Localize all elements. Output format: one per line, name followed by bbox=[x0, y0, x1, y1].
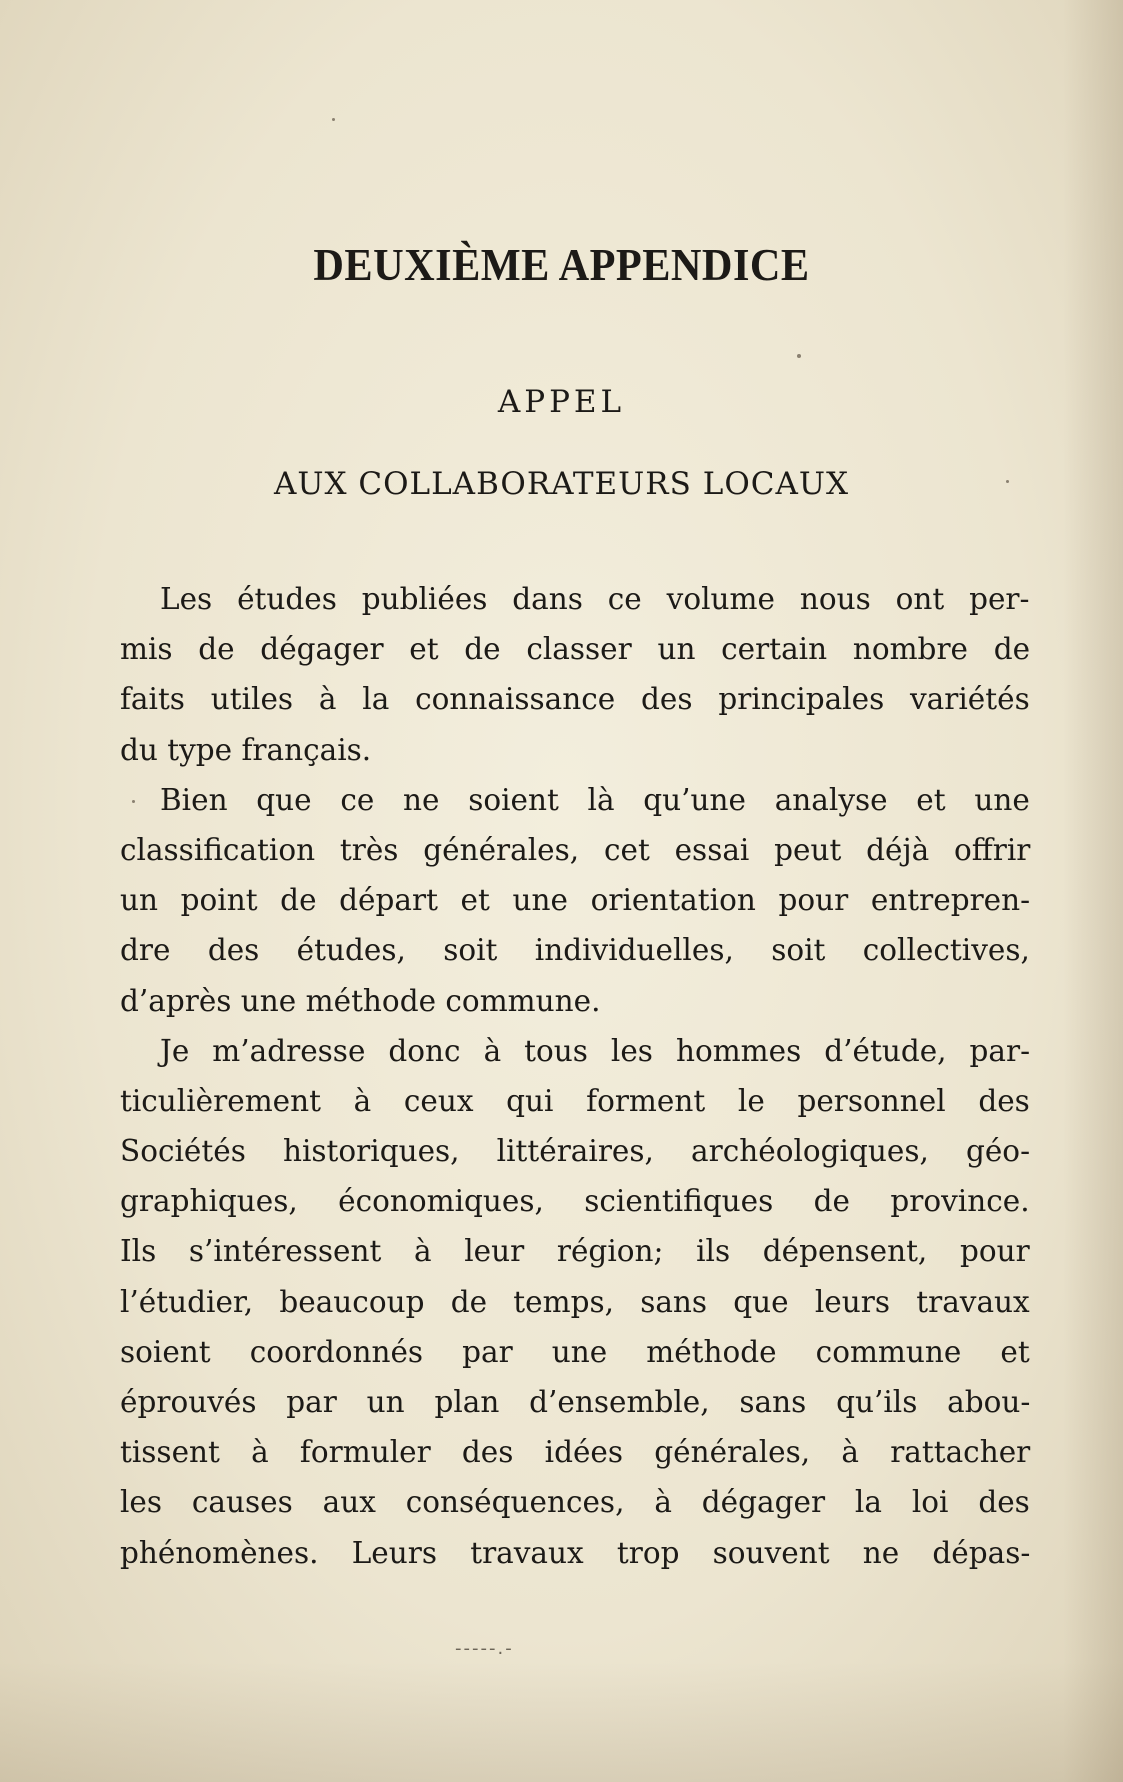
text-line bbox=[120, 976, 1030, 1026]
text-line-content: tissent à formuler des idées générales, à rattacher bbox=[120, 1435, 1031, 1470]
text-line bbox=[120, 1176, 1030, 1226]
text-line-content: dre des études, soit individuelles, soit collectives, bbox=[120, 933, 1030, 968]
text-line-content: classification très générales, cet essai peut déjà offrir bbox=[120, 832, 1031, 867]
text-line-content: d’après une méthode commune. bbox=[120, 983, 601, 1018]
text-line-content: graphiques, économiques, scientifiques de province. bbox=[120, 1184, 1030, 1219]
text-line bbox=[120, 1126, 1030, 1176]
text-line-content: faits utiles à la connaissance des principales variétés bbox=[120, 682, 1030, 717]
body-text bbox=[120, 574, 1030, 1578]
text-line-content: Sociétés historiques, littéraires, archéologiques, géo- bbox=[120, 1134, 1031, 1169]
text-line-content: du type français. bbox=[120, 732, 372, 767]
text-line bbox=[120, 775, 1030, 825]
footer-mark: -----.- bbox=[455, 1638, 514, 1659]
text-line bbox=[120, 674, 1030, 724]
text-line bbox=[120, 875, 1030, 925]
page-title: DEUXIÈME APPENDICE bbox=[313, 239, 810, 290]
text-line-content: éprouvés par un plan d’ensemble, sans qu’ils abou- bbox=[120, 1385, 1031, 1419]
text-line-content: un point de départ et une orientation pour entrepren- bbox=[120, 883, 1031, 918]
text-line-content: ticulièrement à ceux qui forment le personnel des bbox=[120, 1083, 1030, 1118]
text-line bbox=[120, 1327, 1030, 1377]
text-line-content: Les études publiées dans ce volume nous ont per- bbox=[160, 582, 1030, 616]
text-line bbox=[120, 825, 1030, 875]
text-line bbox=[120, 925, 1030, 975]
text-line bbox=[120, 624, 1030, 674]
text-line-content: soient coordonnés par une méthode commune et bbox=[120, 1334, 1030, 1369]
text-line bbox=[120, 1026, 1030, 1076]
text-line bbox=[120, 725, 1030, 775]
text-line bbox=[120, 1477, 1030, 1527]
text-line-content: l’étudier, beaucoup de temps, sans que leurs travaux bbox=[120, 1284, 1030, 1319]
text-line-content: Je m’adresse donc à tous les hommes d’étude, par- bbox=[160, 1033, 1031, 1068]
text-line bbox=[120, 1277, 1030, 1327]
text-line-content: les causes aux conséquences, à dégager la loi des bbox=[120, 1485, 1030, 1520]
text-line-content: phénomènes. Leurs travaux trop souvent ne dépas- bbox=[120, 1535, 1031, 1570]
text-line bbox=[120, 1377, 1030, 1427]
text-line bbox=[120, 1427, 1030, 1477]
text-line-content: Bien que ce ne soient là qu’une analyse et une bbox=[160, 782, 1030, 817]
text-line bbox=[120, 1528, 1030, 1578]
text-line bbox=[120, 1076, 1030, 1126]
text-line-content: Ils s’intéressent à leur région; ils dépensent, pour bbox=[120, 1234, 1030, 1269]
paper-speck bbox=[332, 118, 335, 121]
text-line bbox=[120, 1226, 1030, 1276]
section-subtitle: AUX COLLABORATEURS LOCAUX bbox=[273, 466, 850, 502]
paper-speck bbox=[1006, 480, 1009, 483]
text-line-content: mis de dégager et de classer un certain nombre de bbox=[120, 632, 1031, 667]
section-title: APPEL bbox=[497, 384, 626, 420]
text-line bbox=[120, 574, 1030, 624]
page-bottom-shade bbox=[0, 1662, 1123, 1782]
paper-speck bbox=[797, 354, 801, 358]
paper-speck bbox=[132, 800, 135, 803]
